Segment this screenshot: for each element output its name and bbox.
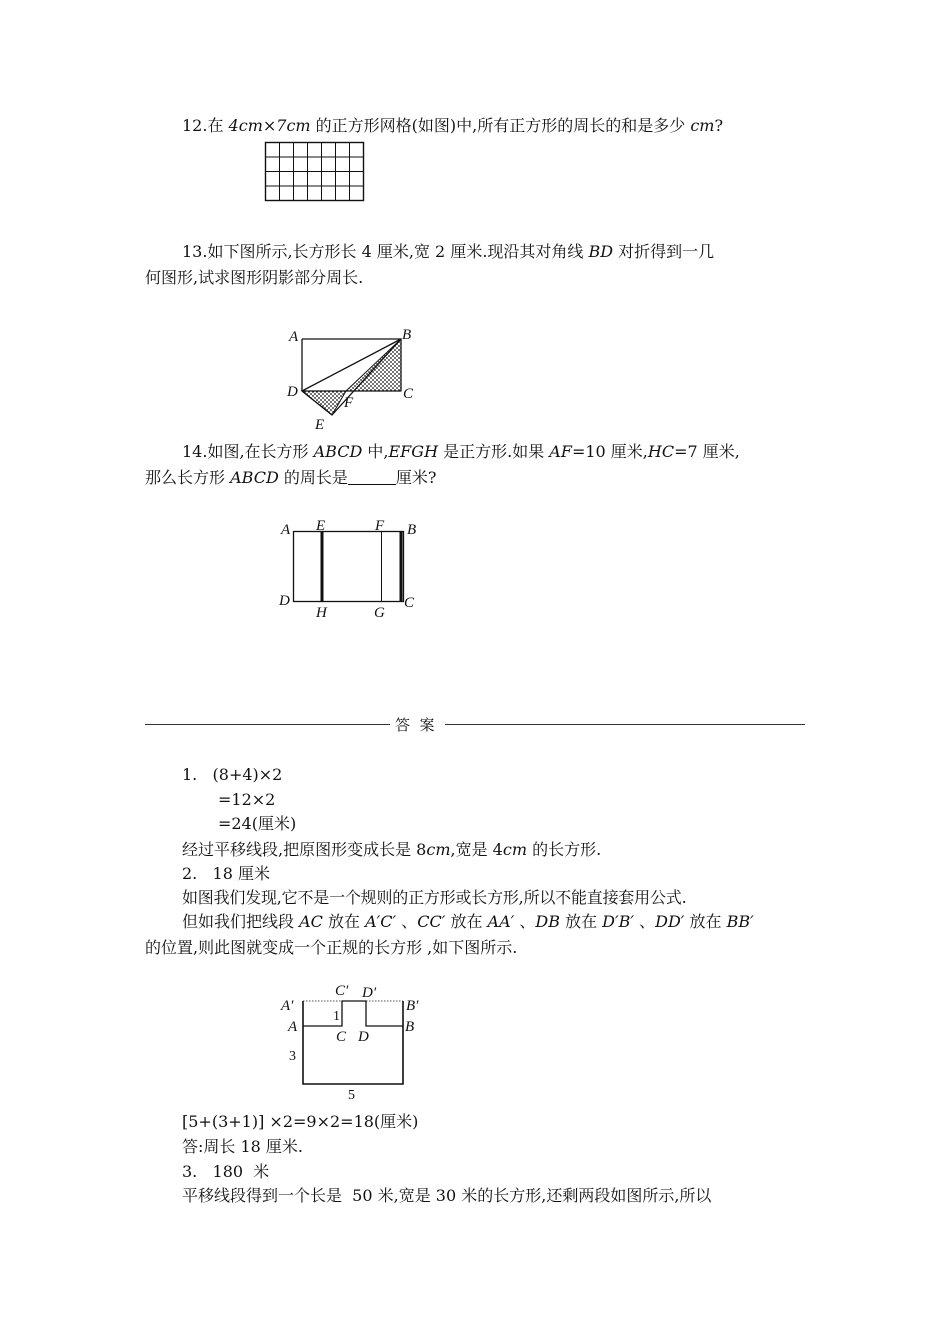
q13-label-c: C bbox=[403, 386, 414, 402]
a2-answer: 答:周长 18 厘米. bbox=[182, 1137, 304, 1156]
q14-label-c: C bbox=[404, 595, 415, 611]
answer2-figure bbox=[295, 995, 415, 1090]
a2-line2: 但如我们把线段 AC 放在 A′C′ 、CC′ 放在 AA′ 、DB 放在 D′B′ 、DD′ 放在 BB′ bbox=[182, 912, 754, 931]
q14-label-a: A bbox=[281, 522, 291, 538]
q14-label-f: F bbox=[375, 518, 385, 534]
q13-line2: 何图形,试求图形阴影部分周长. bbox=[145, 268, 364, 287]
a2-label-b: B bbox=[405, 1019, 415, 1035]
a2-label-d: D bbox=[358, 1029, 369, 1045]
a2-label-dp: D′ bbox=[362, 985, 377, 1001]
q13-label-e: E bbox=[315, 417, 325, 433]
a2-label-one: 1 bbox=[333, 1009, 340, 1024]
a1-line1: 1. (8+4)×2 bbox=[182, 765, 283, 784]
q13-line1: 13.如下图所示,长方形长 4 厘米,宽 2 厘米.现沿其对角线 BD 对折得到一几 bbox=[182, 242, 715, 261]
a2-label-five: 5 bbox=[348, 1088, 355, 1103]
a1-explanation: 经过平移线段,把原图形变成长是 8cm,宽是 4cm 的长方形. bbox=[182, 840, 602, 859]
q14-label-b: B bbox=[407, 522, 417, 538]
q12-number: 12. bbox=[182, 116, 208, 135]
a2-line1: 如图我们发现,它不是一个规则的正方形或长方形,所以不能直接套用公式. bbox=[182, 888, 687, 907]
a2-label-ap: A′ bbox=[281, 998, 294, 1014]
q13-label-f: F bbox=[344, 395, 354, 411]
grid-figure bbox=[265, 142, 365, 202]
q12-text: 12.在 4cm×7cm 的正方形网格(如图)中,所有正方形的周长的和是多少 cm? bbox=[182, 116, 724, 135]
a2-title: 2. 18 厘米 bbox=[182, 864, 270, 883]
q13-label-d: D bbox=[287, 384, 298, 400]
a1-line2: =12×2 bbox=[218, 790, 276, 809]
q13-label-b: B bbox=[402, 327, 412, 343]
q14-label-d: D bbox=[279, 593, 290, 609]
a2-label-a: A bbox=[288, 1019, 298, 1035]
q14-line1: 14.如图,在长方形 ABCD 中,EFGH 是正方形.如果 AF=10 厘米,HC=7 厘米, bbox=[182, 442, 740, 461]
a1-line3: =24(厘米) bbox=[218, 814, 297, 833]
answer-blank[interactable] bbox=[348, 468, 396, 485]
q13-label-a: A bbox=[289, 329, 299, 345]
q14-label-e: E bbox=[316, 518, 326, 534]
a3-line1: 平移线段得到一个长是 50 米,宽是 30 米的长方形,还剩两段如图所示,所以 bbox=[182, 1186, 712, 1205]
rectangle-square-figure bbox=[280, 520, 420, 610]
a2-line3: 的位置,则此图就变成一个正规的长方形 ,如下图所示. bbox=[145, 938, 518, 957]
a2-calculation: [5+(3+1)] ×2=9×2=18(厘米) bbox=[182, 1112, 419, 1131]
a2-label-bp: B′ bbox=[406, 998, 419, 1014]
answer-divider bbox=[145, 714, 805, 734]
answer-title: 答 案 bbox=[395, 716, 435, 734]
a2-label-c: C bbox=[336, 1029, 347, 1045]
a3-title: 3. 180 米 bbox=[182, 1162, 270, 1181]
q14-line2: 那么长方形 ABCD 的周长是 厘米? bbox=[145, 468, 437, 487]
q14-label-h: H bbox=[316, 605, 327, 621]
a2-label-three: 3 bbox=[289, 1049, 296, 1064]
a2-label-cp: C′ bbox=[335, 983, 349, 999]
q14-label-g: G bbox=[374, 605, 385, 621]
